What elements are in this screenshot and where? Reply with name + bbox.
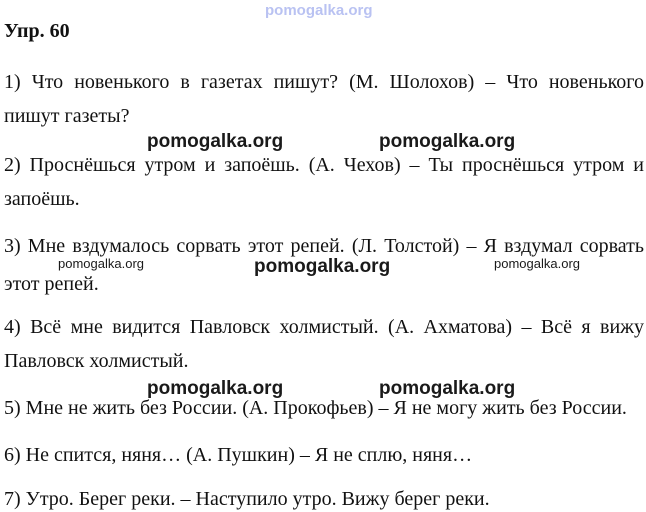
watermark: pomogalka.org [147,378,284,399]
watermark: pomogalka.org [494,256,580,271]
text-line-3: 2) Проснёшься утром и запоёшь. (А. Чехов) – Ты проснёшься утром и [4,154,644,176]
exercise-title: Упр. 60 [4,20,70,42]
text-line-8: Павловск холмистый. [4,350,189,372]
watermark: pomogalka.org [379,131,516,152]
text-line-5: 3) Мне вздумалось сорвать этот репей. (Л. Толстой) – Я вздумал сорвать [4,235,644,257]
text-line-10: 6) Не спится, няня… (А. Пушкин) – Я не сплю, няня… [4,444,473,466]
text-line-4: запоёшь. [4,188,80,210]
watermark: pomogalka.org [58,256,144,271]
text-line-11: 7) Утро. Берег реки. – Наступило утро. Вижу берег реки. [4,488,490,510]
text-line-1: 1) Что новенького в газетах пишут? (М. Шолохов) – Что новенького [4,71,644,93]
text-line-2: пишут газеты? [4,105,130,127]
watermark: pomogalka.org [147,131,284,152]
text-line-6: этот репей. [4,273,99,295]
watermark: pomogalka.org [254,256,391,277]
text-line-7: 4) Всё мне видится Павловск холмистый. (А. Ахматова) – Всё я вижу [4,316,644,338]
text-line-9: 5) Мне не жить без России. (А. Прокофьев) – Я не могу жить без России. [4,397,627,419]
watermark-top: pomogalka.org [265,2,373,19]
watermark: pomogalka.org [379,378,516,399]
